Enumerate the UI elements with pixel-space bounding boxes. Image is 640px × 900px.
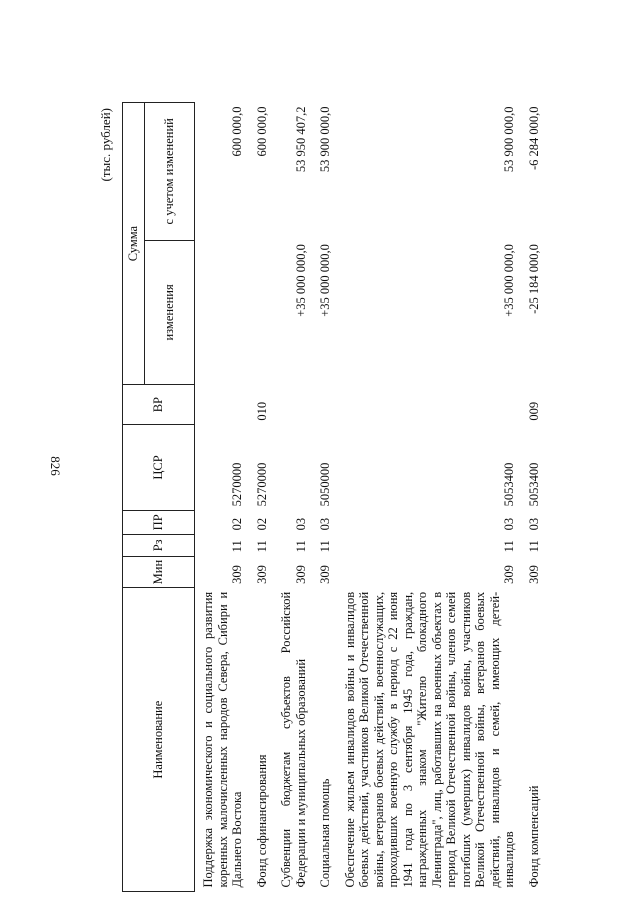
cell-total: 53 950 407,2 (293, 106, 308, 173)
rotated-sheet (100, 100, 560, 900)
cell-min: 309 (293, 565, 308, 584)
header-pr: ПР (123, 510, 195, 534)
cell-csr: 5270000 (254, 462, 269, 507)
cell-total: 600 000,0 (254, 106, 269, 157)
table-row (249, 103, 274, 892)
cell-csr: 5050000 (318, 462, 332, 507)
cell-pr: 02 (254, 517, 269, 531)
cell-change: +35 000 000,0 (502, 244, 516, 317)
cell-rz: 11 (502, 540, 516, 553)
table-row (273, 103, 312, 892)
cell-min: 309 (254, 565, 269, 584)
cell-rz: 11 (526, 540, 541, 553)
cell-csr: 5053400 (502, 462, 516, 507)
header-rz: Рз (123, 534, 195, 556)
cell-name: Фонд компенсаций (526, 785, 541, 888)
cell-min: 309 (502, 565, 516, 584)
header-csr: ЦСР (123, 425, 195, 511)
cell-name: Поддержка экономического и социального развития коренных малочисленных народов Севера, Сибири и Дальнего Востока (201, 591, 244, 888)
cell-csr: 5270000 (230, 462, 244, 507)
cell-change (195, 240, 249, 385)
cell-name: Фонд софинансирования (254, 754, 269, 888)
cell-pr: 03 (502, 517, 516, 531)
page-number: 826 (47, 456, 63, 476)
cell-pr: 03 (318, 517, 332, 531)
cell-name: Социальная помощь (318, 778, 332, 888)
table-row (337, 103, 521, 892)
cell-pr: 03 (293, 517, 308, 531)
cell-change: +35 000 000,0 (318, 244, 332, 317)
cell-vr (337, 385, 521, 425)
cell-pr: 03 (526, 517, 541, 531)
cell-total: 53 900 000,0 (502, 106, 516, 173)
table-row (312, 103, 337, 892)
cell-rz: 11 (318, 540, 332, 553)
cell-vr (312, 385, 337, 425)
cell-total: 600 000,0 (230, 106, 244, 157)
cell-pr: 02 (230, 517, 244, 531)
cell-vr (195, 385, 249, 425)
table-body (195, 103, 546, 892)
cell-rz: 11 (293, 540, 308, 553)
header-with-change: с учетом изменений (145, 103, 195, 241)
cell-change: -25 184 000,0 (526, 244, 541, 314)
table-row (521, 103, 546, 892)
cell-total: 53 900 000,0 (318, 106, 332, 173)
units-label: (тыс. рублей) (98, 108, 113, 182)
cell-vr: 010 (254, 401, 269, 421)
header-change: изменения (145, 240, 195, 385)
budget-table (122, 102, 545, 892)
cell-name: Обеспечение жильем инвалидов войны и инвалидов боевых действий, участников Великой Отечественной войны, ветеранов боевых действий, военнослужащих, проходивших военную службу в период с 22 июня 1941 года по 3 сентября 1945 года, граждан, награжденных знаком "Жителю блокадного Ленинграда", лиц, работавших на военных объектах в период Великой Отечественной войны, членов семей погибших (умерших) инвалидов войны, участников Великой Отечественной войны, ветеранов боевых действий, инвалидов и семей, имеющих детей-инвалидов (342, 591, 516, 888)
cell-change (249, 240, 274, 385)
cell-csr (273, 425, 312, 511)
header-vr: ВР (123, 385, 195, 425)
cell-min: 309 (526, 565, 541, 584)
table-row (195, 103, 249, 892)
cell-csr: 5053400 (526, 462, 541, 507)
header-name: Наименование (123, 588, 195, 892)
cell-name: Субвенции бюджетам субъектов Российской Федерации и муниципальных образований (279, 591, 308, 888)
cell-vr (273, 385, 312, 425)
cell-rz: 11 (254, 540, 269, 553)
cell-change: +35 000 000,0 (293, 244, 308, 317)
cell-min: 309 (318, 565, 332, 584)
header-sum: Сумма (123, 103, 145, 385)
cell-vr: 009 (526, 401, 541, 421)
cell-rz: 11 (230, 540, 244, 553)
header-min: Мин (123, 556, 195, 588)
cell-min: 309 (230, 565, 244, 584)
cell-total: -6 284 000,0 (526, 106, 541, 171)
